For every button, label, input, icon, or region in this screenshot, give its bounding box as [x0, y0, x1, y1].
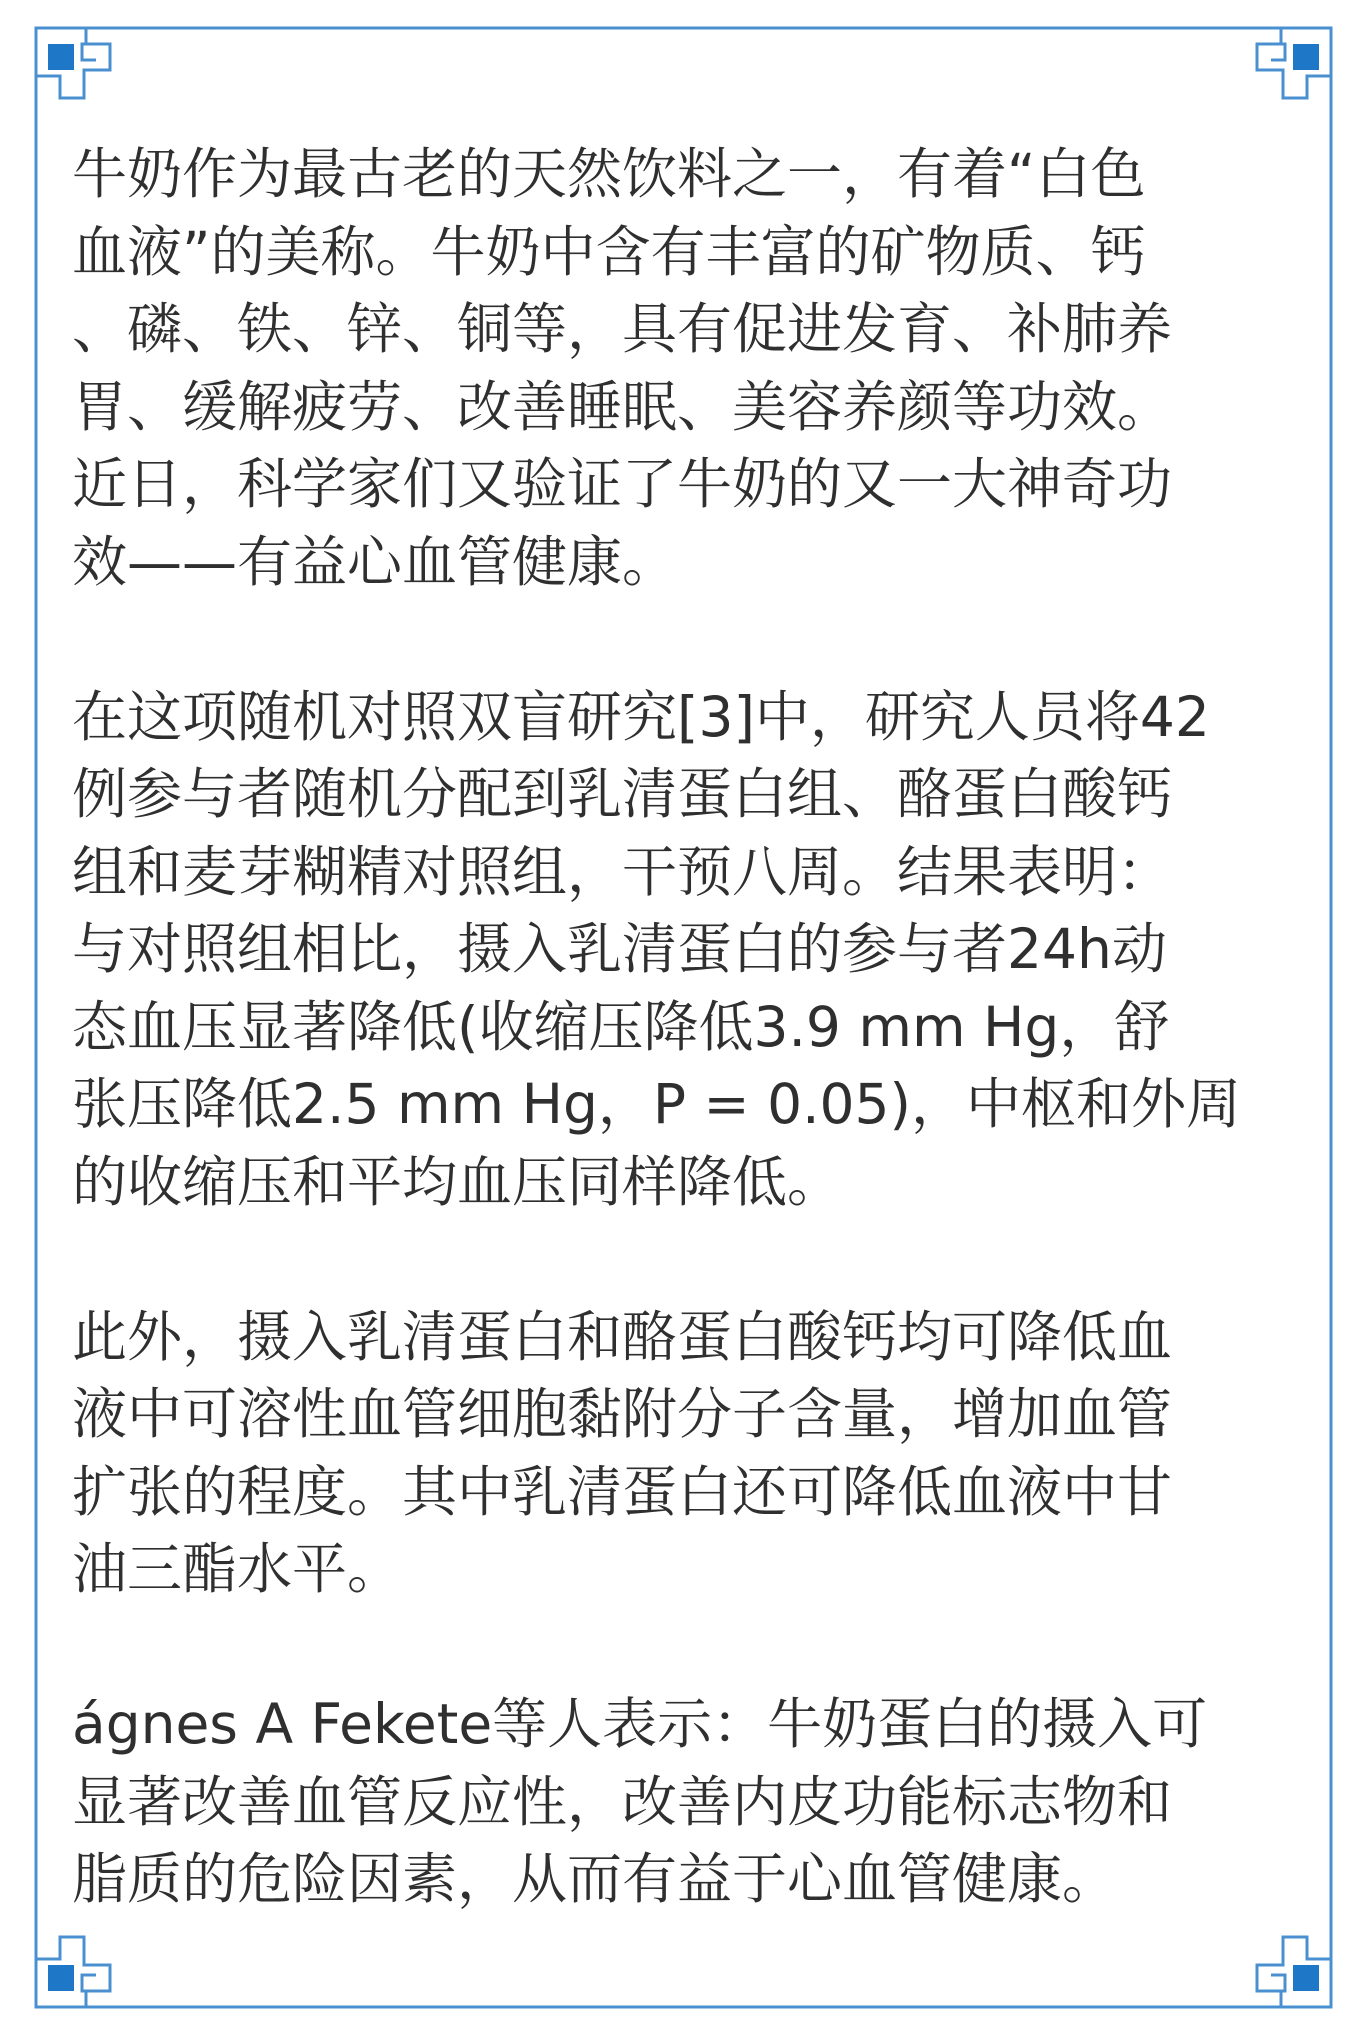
article-paragraph: 在这项随机对照双盲研究[3]中，研究人员将42 例参与者随机分配到乳清蛋白组、酪蛋白酸钙 组和麦芽糊精对照组，干预八周。结果表明： 与对照组相比，摄入乳清蛋白的参与者24h动 态血压显著降低(收缩压降低3.9 mm Hg，舒 张压降低2.5 mm Hg，P = 0.05)，中枢和外周 的收缩压和平均血压同样降低。: [72, 684, 1241, 1214]
article-body: [72, 136, 1312, 1919]
fret-corner-icon: [36, 28, 110, 98]
article-paragraph: 牛奶作为最古老的天然饮料之一，有着“白色 血液”的美称。牛奶中含有丰富的矿物质、钙 、磷、铁、锌、铜等，具有促进发育、补肺养 胃、缓解疲劳、改善睡眠、美容养颜等功效。 近日，科学家们又验证了牛奶的又一大神奇功 效——有益心血管健康。: [72, 142, 1173, 594]
fret-corner-icon: [1257, 28, 1331, 98]
fret-corner-icon: [1257, 1937, 1331, 2007]
article-paragraph: 此外，摄入乳清蛋白和酪蛋白酸钙均可降低血 液中可溶性血管细胞黏附分子含量，增加血管 扩张的程度。其中乳清蛋白还可降低血液中甘 油三酯水平。: [72, 1304, 1173, 1601]
article-paragraph: ágnes A Fekete等人表示：牛奶蛋白的摄入可 显著改善血管反应性，改善内皮功能标志物和 脂质的危险因素，从而有益于心血管健康。: [72, 1692, 1208, 1911]
fret-corner-icon: [36, 1937, 110, 2007]
